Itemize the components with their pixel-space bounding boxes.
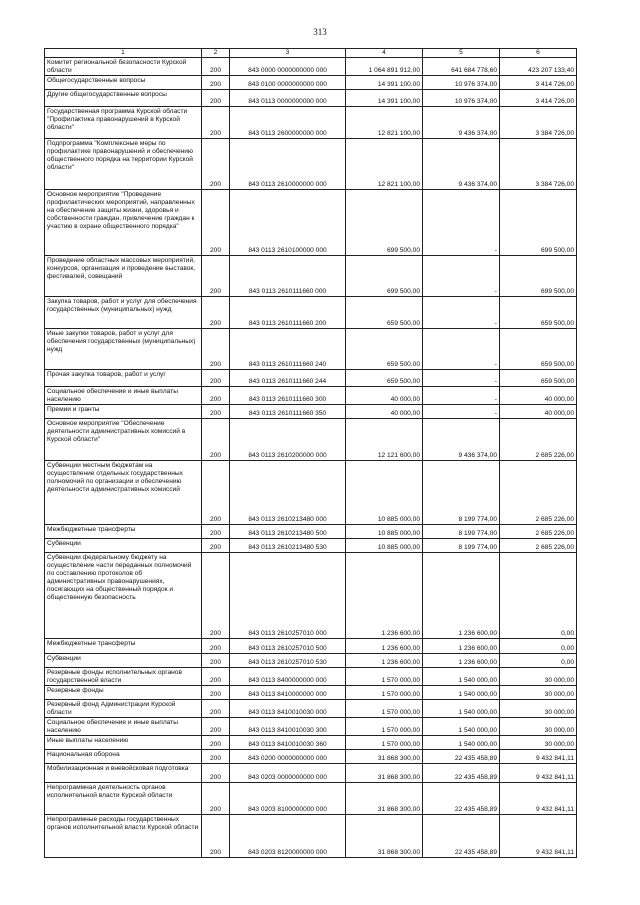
row-approved-cell: 31 868 300,00 (346, 764, 423, 783)
row-name-cell: Субвенции (45, 654, 202, 668)
row-remaining-cell: 3 414 726,00 (500, 76, 577, 90)
row-remaining-cell: 30 000,00 (500, 686, 577, 700)
row-name-cell: Основное мероприятие "Проведение профилактических мероприятий, направленных на обеспечение защиты жизни, здоровья и собственности граждан, привлечение граждан к участию в охране общественного порядка" (45, 190, 202, 256)
row-code-cell: 843 0113 2610111660 000 (230, 256, 346, 297)
row-executed-cell: 1 540 000,00 (423, 686, 500, 700)
table-row (45, 639, 577, 654)
row-col2-cell: 200 (202, 419, 230, 461)
row-col2-cell: 200 (202, 686, 230, 700)
row-remaining-cell: 0,00 (500, 553, 577, 639)
row-approved-cell: 659 500,00 (346, 370, 423, 387)
row-name-cell: Субвенции (45, 539, 202, 553)
row-executed-cell: 8 199 774,00 (423, 525, 500, 539)
row-name-cell: Субвенции федеральному бюджету на осуществление части переданных полномочий по составлению протоколов об административных правонарушениях, посягающих на общественный порядок и общественную безопасность (45, 553, 202, 639)
table-row (45, 686, 577, 700)
row-remaining-cell: 9 432 841,11 (500, 815, 577, 858)
row-executed-cell: 1 236 600,00 (423, 654, 500, 668)
row-name-cell: Основное мероприятие "Обеспечение деятельности административных комиссий в Курской области" (45, 419, 202, 461)
row-code-cell: 843 0113 2610111660 244 (230, 370, 346, 387)
table-row (45, 764, 577, 783)
row-col2-cell: 200 (202, 764, 230, 783)
row-executed-cell: 8 199 774,00 (423, 461, 500, 525)
row-name-cell: Социальное обеспечение и иные выплаты населению (45, 387, 202, 405)
row-col2-cell: 200 (202, 718, 230, 736)
row-executed-cell: 9 436 374,00 (423, 107, 500, 139)
header-cell: 1 (45, 49, 202, 58)
table-row (45, 297, 577, 329)
table-row (45, 700, 577, 718)
table-row (45, 750, 577, 764)
row-remaining-cell: 30 000,00 (500, 736, 577, 750)
row-remaining-cell: 40 000,00 (500, 387, 577, 405)
row-executed-cell: - (423, 256, 500, 297)
table-row (45, 783, 577, 815)
row-approved-cell: 1 570 000,00 (346, 700, 423, 718)
row-name-cell: Закупка товаров, работ и услуг для обеспечения государственных (муниципальных) нужд (45, 297, 202, 329)
row-remaining-cell: 423 207 133,40 (500, 58, 577, 76)
row-approved-cell: 659 500,00 (346, 329, 423, 370)
row-code-cell: 843 0113 2610000000 000 (230, 139, 346, 190)
header-cell: 5 (423, 49, 500, 58)
row-remaining-cell: 2 685 226,00 (500, 539, 577, 553)
row-name-cell: Другие общегосударственные вопросы (45, 90, 202, 107)
row-executed-cell: 1 540 000,00 (423, 718, 500, 736)
row-col2-cell: 200 (202, 654, 230, 668)
budget-table (44, 48, 577, 858)
table-row (45, 654, 577, 668)
row-col2-cell: 200 (202, 461, 230, 525)
table-row (45, 370, 577, 387)
row-code-cell: 843 0113 2610257010 530 (230, 654, 346, 668)
row-approved-cell: 1 236 600,00 (346, 553, 423, 639)
row-approved-cell: 659 500,00 (346, 297, 423, 329)
row-code-cell: 843 0113 8410010030 360 (230, 736, 346, 750)
row-code-cell: 843 0113 2610111660 240 (230, 329, 346, 370)
row-remaining-cell: 659 500,00 (500, 329, 577, 370)
page-number: 313 (313, 27, 327, 37)
row-approved-cell: 10 885 000,00 (346, 539, 423, 553)
table-row (45, 58, 577, 76)
row-col2-cell: 200 (202, 256, 230, 297)
header-row (45, 49, 577, 58)
row-name-cell: Прочая закупка товаров, работ и услуг (45, 370, 202, 387)
table-row (45, 139, 577, 190)
row-name-cell: Непрограммная деятельность органов исполнительной власти Курской области (45, 783, 202, 815)
row-code-cell: 843 0113 8410000000 000 (230, 686, 346, 700)
row-executed-cell: 22 435 458,89 (423, 783, 500, 815)
row-col2-cell: 200 (202, 553, 230, 639)
row-approved-cell: 31 868 300,00 (346, 815, 423, 858)
row-approved-cell: 1 236 600,00 (346, 639, 423, 654)
row-name-cell: Комитет региональной безопасности Курской области (45, 58, 202, 76)
row-approved-cell: 1 570 000,00 (346, 668, 423, 686)
row-executed-cell: - (423, 370, 500, 387)
table-row (45, 553, 577, 639)
header-cell: 2 (202, 49, 230, 58)
row-name-cell: Резервные фонды исполнительных органов государственной власти (45, 668, 202, 686)
row-name-cell: Субвенции местным бюджетам на осуществление отдельных государственных полномочий по организации и обеспечению деятельности административных комиссий (45, 461, 202, 525)
row-col2-cell: 200 (202, 700, 230, 718)
table-row (45, 419, 577, 461)
table-row (45, 815, 577, 858)
row-executed-cell: 1 540 000,00 (423, 700, 500, 718)
row-col2-cell: 200 (202, 370, 230, 387)
row-col2-cell: 200 (202, 815, 230, 858)
row-code-cell: 843 0113 2610213480 530 (230, 539, 346, 553)
row-remaining-cell: 3 384 726,00 (500, 107, 577, 139)
row-remaining-cell: 30 000,00 (500, 668, 577, 686)
row-name-cell: Резервные фонды (45, 686, 202, 700)
row-name-cell: Премии и гранты (45, 405, 202, 419)
row-approved-cell: 14 391 100,00 (346, 90, 423, 107)
row-executed-cell: 10 976 374,00 (423, 90, 500, 107)
row-remaining-cell: 9 432 841,11 (500, 750, 577, 764)
row-approved-cell: 10 885 000,00 (346, 525, 423, 539)
row-approved-cell: 10 885 000,00 (346, 461, 423, 525)
row-executed-cell: - (423, 329, 500, 370)
row-executed-cell: - (423, 297, 500, 329)
row-remaining-cell: 9 432 841,11 (500, 783, 577, 815)
row-remaining-cell: 0,00 (500, 654, 577, 668)
table-row (45, 461, 577, 525)
table-row (45, 405, 577, 419)
row-approved-cell: 1 570 000,00 (346, 686, 423, 700)
row-remaining-cell: 3 414 726,00 (500, 90, 577, 107)
row-executed-cell: 9 436 374,00 (423, 139, 500, 190)
row-name-cell: Мобилизационная и вневойсковая подготовка (45, 764, 202, 783)
table-row (45, 329, 577, 370)
row-code-cell: 843 0113 2610200000 000 (230, 419, 346, 461)
row-executed-cell: 22 435 458,89 (423, 764, 500, 783)
row-remaining-cell: 30 000,00 (500, 718, 577, 736)
row-remaining-cell: 2 685 226,00 (500, 461, 577, 525)
row-code-cell: 843 0203 8120000000 000 (230, 815, 346, 858)
row-code-cell: 843 0113 2610257010 500 (230, 639, 346, 654)
row-remaining-cell: 30 000,00 (500, 700, 577, 718)
row-code-cell: 843 0100 0000000000 000 (230, 76, 346, 90)
row-name-cell: Подпрограмма "Комплексные меры по профилактике правонарушений и обеспечению общественного порядка на территории Курской области" (45, 139, 202, 190)
row-executed-cell: 1 540 000,00 (423, 736, 500, 750)
row-code-cell: 843 0113 2610111660 350 (230, 405, 346, 419)
row-approved-cell: 31 868 300,00 (346, 750, 423, 764)
row-col2-cell: 200 (202, 639, 230, 654)
row-name-cell: Межбюджетные трансферты (45, 639, 202, 654)
row-col2-cell: 200 (202, 190, 230, 256)
row-col2-cell: 200 (202, 668, 230, 686)
row-approved-cell: 40 000,00 (346, 387, 423, 405)
row-executed-cell: 641 684 778,60 (423, 58, 500, 76)
row-approved-cell: 40 000,00 (346, 405, 423, 419)
row-col2-cell: 200 (202, 783, 230, 815)
row-approved-cell: 699 500,00 (346, 256, 423, 297)
row-approved-cell: 699 500,00 (346, 190, 423, 256)
row-remaining-cell: 0,00 (500, 639, 577, 654)
table-row (45, 90, 577, 107)
row-remaining-cell: 659 500,00 (500, 370, 577, 387)
row-code-cell: 843 0203 0000000000 000 (230, 764, 346, 783)
row-col2-cell: 200 (202, 387, 230, 405)
row-col2-cell: 200 (202, 297, 230, 329)
header-cell: 4 (346, 49, 423, 58)
row-executed-cell: 9 436 374,00 (423, 419, 500, 461)
row-name-cell: Межбюджетные трансферты (45, 525, 202, 539)
row-code-cell: 843 0203 8100000000 000 (230, 783, 346, 815)
row-col2-cell: 200 (202, 329, 230, 370)
row-col2-cell: 200 (202, 405, 230, 419)
row-name-cell: Социальное обеспечение и иные выплаты населению (45, 718, 202, 736)
row-remaining-cell: 9 432 841,11 (500, 764, 577, 783)
row-executed-cell: - (423, 190, 500, 256)
row-name-cell: Национальная оборона (45, 750, 202, 764)
row-approved-cell: 31 868 300,00 (346, 783, 423, 815)
row-executed-cell: 8 199 774,00 (423, 539, 500, 553)
table-row (45, 736, 577, 750)
row-code-cell: 843 0113 2610100000 000 (230, 190, 346, 256)
table-row (45, 256, 577, 297)
row-col2-cell: 200 (202, 90, 230, 107)
row-code-cell: 843 0113 2610111660 200 (230, 297, 346, 329)
table-row (45, 668, 577, 686)
row-code-cell: 843 0000 0000000000 000 (230, 58, 346, 76)
row-col2-cell: 200 (202, 58, 230, 76)
row-code-cell: 843 0113 2610257010 000 (230, 553, 346, 639)
row-code-cell: 843 0113 8410010030 000 (230, 700, 346, 718)
row-approved-cell: 14 391 100,00 (346, 76, 423, 90)
row-col2-cell: 200 (202, 525, 230, 539)
row-code-cell: 843 0200 0000000000 000 (230, 750, 346, 764)
row-executed-cell: 1 236 600,00 (423, 639, 500, 654)
row-col2-cell: 200 (202, 107, 230, 139)
header-cell: 6 (500, 49, 577, 58)
table-row (45, 107, 577, 139)
row-col2-cell: 200 (202, 539, 230, 553)
row-approved-cell: 12 121 600,00 (346, 419, 423, 461)
row-col2-cell: 200 (202, 139, 230, 190)
row-code-cell: 843 0113 8400000000 000 (230, 668, 346, 686)
row-col2-cell: 200 (202, 76, 230, 90)
row-executed-cell: 1 540 000,00 (423, 668, 500, 686)
row-approved-cell: 1 570 000,00 (346, 718, 423, 736)
row-code-cell: 843 0113 8410010030 300 (230, 718, 346, 736)
row-name-cell: Государственная программа Курской области "Профилактика правонарушений в Курской области" (45, 107, 202, 139)
table-row (45, 718, 577, 736)
row-approved-cell: 1 236 600,00 (346, 654, 423, 668)
row-name-cell: Общегосударственные вопросы (45, 76, 202, 90)
row-approved-cell: 1 064 891 912,00 (346, 58, 423, 76)
row-remaining-cell: 40 000,00 (500, 405, 577, 419)
row-name-cell: Иные выплаты населению (45, 736, 202, 750)
row-executed-cell: 22 435 458,89 (423, 750, 500, 764)
header-cell: 3 (230, 49, 346, 58)
row-executed-cell: - (423, 387, 500, 405)
row-code-cell: 843 0113 2610213480 000 (230, 461, 346, 525)
row-name-cell: Резервный фонд Администрации Курской области (45, 700, 202, 718)
row-code-cell: 843 0113 2610111660 300 (230, 387, 346, 405)
row-name-cell: Непрограммные расходы государственных органов исполнительной власти Курской области (45, 815, 202, 858)
table-row (45, 525, 577, 539)
row-code-cell: 843 0113 2600000000 000 (230, 107, 346, 139)
row-remaining-cell: 699 500,00 (500, 190, 577, 256)
row-name-cell: Иные закупки товаров, работ и услуг для обеспечения государственных (муниципальных) нужд (45, 329, 202, 370)
row-executed-cell: - (423, 405, 500, 419)
row-code-cell: 843 0113 0000000000 000 (230, 90, 346, 107)
row-remaining-cell: 699 500,00 (500, 256, 577, 297)
row-approved-cell: 12 821 100,00 (346, 107, 423, 139)
row-executed-cell: 1 236 600,00 (423, 553, 500, 639)
row-executed-cell: 10 976 374,00 (423, 76, 500, 90)
row-remaining-cell: 2 685 226,00 (500, 419, 577, 461)
row-code-cell: 843 0113 2610213480 500 (230, 525, 346, 539)
row-remaining-cell: 659 500,00 (500, 297, 577, 329)
row-col2-cell: 200 (202, 736, 230, 750)
row-executed-cell: 22 435 458,89 (423, 815, 500, 858)
table-row (45, 190, 577, 256)
row-name-cell: Проведение областных массовых мероприятий, конкурсов, организация и проведение выставок, фестивалей, совещаний (45, 256, 202, 297)
row-remaining-cell: 2 685 226,00 (500, 525, 577, 539)
row-col2-cell: 200 (202, 750, 230, 764)
row-approved-cell: 1 570 000,00 (346, 736, 423, 750)
table-row (45, 76, 577, 90)
table-row (45, 539, 577, 553)
table-row (45, 387, 577, 405)
row-remaining-cell: 3 384 726,00 (500, 139, 577, 190)
row-approved-cell: 12 821 100,00 (346, 139, 423, 190)
